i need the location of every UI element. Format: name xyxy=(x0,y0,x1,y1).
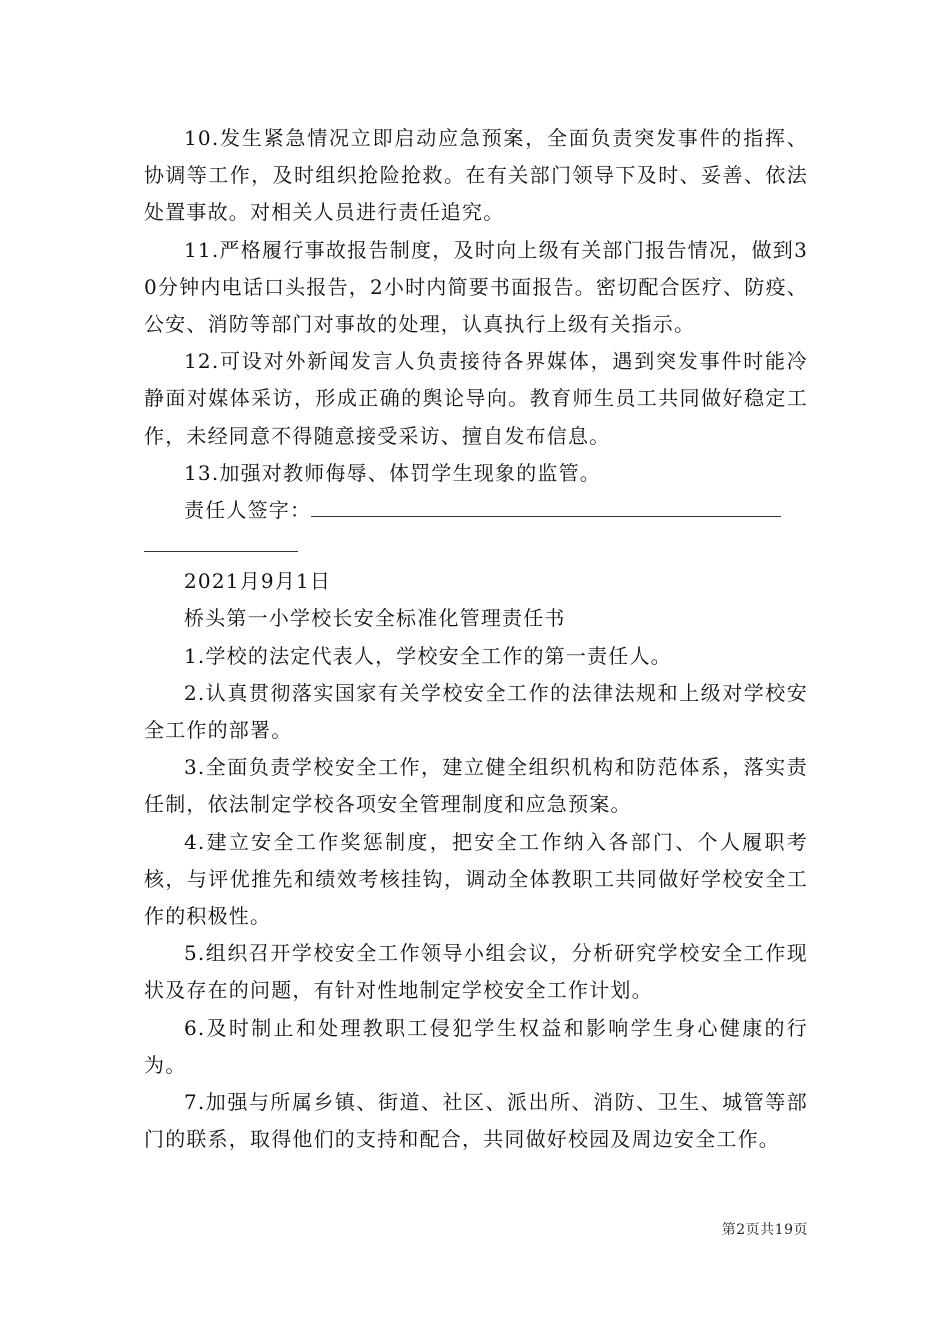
paragraph-item-10: 10.发生紧急情况立即启动应急预案，全面负责突发事件的指挥、协调等工作，及时组织抢险抢救。在有关部门领导下及时、妥善、依法处置事故。对相关人员进行责任追究。 xyxy=(144,126,808,225)
signature-line xyxy=(144,492,808,529)
paragraph-item-1: 1.学校的法定代表人，学校安全工作的第一责任人。 xyxy=(184,643,672,668)
document-date: 2021月9月1日 xyxy=(184,569,332,594)
document-body xyxy=(144,120,808,1158)
paragraph-item-4: 4.建立安全工作奖惩制度，把安全工作纳入各部门、个人履职考核，与评优推先和绩效考核挂钩，调动全体教职工共同做好学校安全工作的积极性。 xyxy=(144,829,808,929)
paragraph-item-3: 3.全面负责学校安全工作，建立健全组织机构和防范体系，落实责任制，依法制定学校各项安全管理制度和应急预案。 xyxy=(144,755,808,817)
paragraph-item-13: 13.加强对教师侮辱、体罚学生现象的监管。 xyxy=(184,460,602,485)
document-title: 桥头第一小学校长安全标准化管理责任书 xyxy=(184,606,566,631)
page-number: 第2页共19页 xyxy=(721,1222,808,1238)
paragraph-item-5: 5.组织召开学校安全工作领导小组会议，分析研究学校安全工作现状及存在的问题，有针对性地制定学校安全工作计划。 xyxy=(144,941,808,1003)
paragraph-item-7: 7.加强与所属乡镇、街道、社区、派出所、消防、卫生、城管等部门的联系，取得他们的支持和配合，共同做好校园及周边安全工作。 xyxy=(144,1090,808,1152)
signature-underline xyxy=(311,498,781,517)
paragraph-item-11: 11.严格履行事故报告制度，及时向上级有关部门报告情况，做到30分钟内电话口头报告，2小时内简要书面报告。密切配合医疗、防疫、公安、消防等部门对事故的处理，认真执行上级有关指示。 xyxy=(144,237,808,337)
paragraph-item-2: 2.认真贯彻落实国家有关学校安全工作的法律法规和上级对学校安全工作的部署。 xyxy=(144,680,808,743)
signature-underline-continued xyxy=(144,529,298,552)
paragraph-item-6: 6.及时制止和处理教职工侵犯学生权益和影响学生身心健康的行为。 xyxy=(144,1015,808,1077)
signature-label: 责任人签字： xyxy=(184,498,312,523)
paragraph-item-12: 12.可设对外新闻发言人负责接待各界媒体，遇到突发事件时能冷静面对媒体采访，形成正确的舆论导向。教育师生员工共同做好稳定工作，未经同意不得随意接受采访、擅自发布信息。 xyxy=(144,349,808,448)
